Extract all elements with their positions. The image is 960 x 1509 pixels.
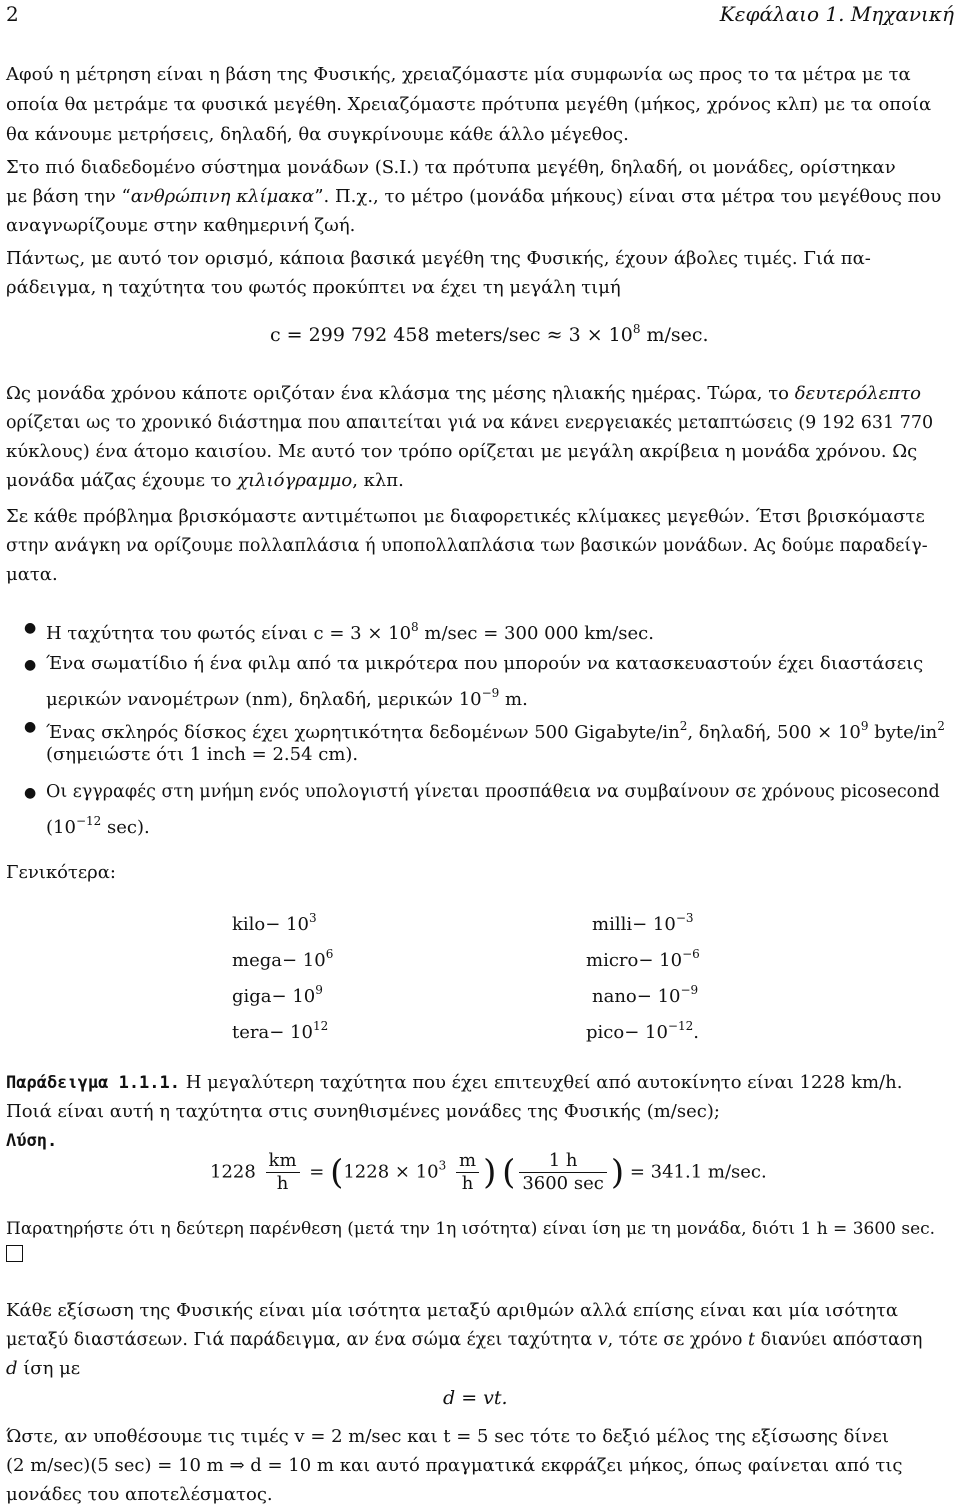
paragraph-line: Αφού η μέτρηση είναι η βάση της Φυσικής, χρειαζόμαστε μία συμφωνία ως προς το τα μέτρα με τα [6, 64, 911, 85]
note-line: Παρατηρήστε ότι η δεύτερη παρένθεση (μετά την 1η ισότητα) είναι ίση με τη μονάδα, διότι 1 h = 3600 sec. [6, 1219, 936, 1239]
general-label: Γενικότερα: [6, 862, 116, 883]
paragraph-line: ορίζεται ως το χρονικό διάστημα που απαιτείται γιά να κάνει ενεργειακές μεταπτώσεις (9 192 631 770 [6, 413, 934, 433]
prefix-row: giga− $10^9$ [232, 983, 323, 1007]
bullet-icon: ● [24, 719, 37, 735]
bullet-item-cont: μερικών νανομέτρων (nm), δηλαδή, μερικών $10^{-9}$ m. [46, 686, 528, 710]
bullet-item: Οι εγγραφές στη μνήμη ενός υπολογιστή γίνεται προσπάθεια να συμβαίνουν σε χρόνους picosecond [46, 782, 940, 802]
paragraph-line: Πάντως, με αυτό τον ορισμό, κάποια βασικά μεγέθη της Φυσικής, έχουν άβολες τιμές. Γιά πα- [6, 248, 871, 269]
equation-distance: d = vt. [443, 1387, 508, 1409]
paragraph-line: στην ανάγκη να ορίζουμε πολλαπλάσια ή υποπολλαπλάσια των βασικών μονάδων. Ας δούμε παραδείγ- [6, 536, 928, 556]
example-line: Παράδειγμα 1.1.1. Η μεγαλύτερη ταχύτητα που έχει επιτευχθεί από αυτοκίνητο είναι 1228 km/h. [6, 1072, 903, 1093]
paragraph-line: οποία θα μετράμε τα φυσικά μεγέθη. Χρειαζόμαστε πρότυπα μεγέθη (μήκος, χρόνος κλπ) με τα οποία [6, 94, 932, 115]
running-title: Κεφάλαιο 1. Μηχανική [719, 2, 954, 26]
prefix-row: mega− $10^6$ [232, 947, 334, 971]
paragraph-line: κύκλους) ένα άτομο καισίου. Με αυτό τον τρόπο ορίζεται με μεγάλη ακρίβεια η μονάδα χρόνου. Ως [6, 441, 918, 462]
paragraph-line: ματα. [6, 564, 58, 585]
paragraph-line: μεταξύ διαστάσεων. Γιά παράδειγμα, αν ένα σώμα έχει ταχύτητα v, τότε σε χρόνο t διανύει απόσταση [6, 1330, 923, 1350]
equation-speed-of-light: c = 299 792 458 meters/sec ≈ $3 \times 10^8$ m/sec. [270, 322, 709, 346]
example-line: Ποιά είναι αυτή η ταχύτητα στις συνηθισμένες μονάδες της Φυσικής (m/sec); [6, 1101, 720, 1122]
paragraph-line: Ώστε, αν υποθέσουμε τις τιμές v = 2 m/sec και t = 5 sec τότε το δεξιό μέλος της εξίσωσης δίνει [6, 1426, 889, 1447]
subprefix-row: milli− $10^{-3}$ [592, 911, 694, 935]
paragraph-line: αναγνωρίζουμε στην καθημερινή ζωή. [6, 215, 356, 236]
bullet-icon: ● [24, 620, 37, 636]
paragraph-line: θα κάνουμε μετρήσεις, δηλαδή, θα συγκρίνουμε κάθε άλλο μέγεθος. [6, 124, 629, 145]
paragraph-line: Στο πιό διαδεδομένο σύστημα μονάδων (S.I.) τα πρότυπα μεγέθη, δηλαδή, οι μονάδες, ορίστηκαν [6, 157, 896, 178]
qed-box-icon [6, 1245, 23, 1262]
paragraph-line: (2 m/sec)(5 sec) = 10 m ⇒ d = 10 m και αυτό πραγματικά εκφράζει μήκος, όπως φαίνεται από τις [6, 1455, 903, 1476]
bullet-item: Ένας σκληρός δίσκος έχει χωρητικότητα δεδομένων 500 Gigabyte/$in^2$, δηλαδή, $500 \times 10^9$ byte/$in^2$ [46, 719, 945, 743]
example-label: Παράδειγμα 1.1.1. [6, 1073, 180, 1093]
paragraph-line: Σε κάθε πρόβλημα βρισκόμαστε αντιμέτωποι με διαφορετικές κλίμακες μεγεθών. Έτσι βρισκόμαστε [6, 506, 925, 527]
paragraph-line: μονάδα μάζας έχουμε το χιλιόγραμμο, κλπ. [6, 470, 404, 491]
paragraph-line: ράδειγμα, η ταχύτητα του φωτός προκύπτει να έχει τη μεγάλη τιμή [6, 277, 621, 298]
subprefix-row: pico− $10^{-12}$. [586, 1019, 699, 1043]
page-number: 2 [6, 2, 19, 26]
subprefix-row: nano− $10^{-9}$ [592, 983, 699, 1007]
paragraph-line: Κάθε εξίσωση της Φυσικής είναι μία ισότητα μεταξύ αριθμών αλλά επίσης είναι και μία ισότητα [6, 1300, 899, 1321]
bullet-item-cont: (σημειώστε ότι 1 inch = 2.54 cm). [46, 744, 359, 765]
prefix-row: tera− $10^{12}$ [232, 1019, 329, 1043]
paragraph-line: μονάδες του αποτελέσματος. [6, 1484, 273, 1505]
paragraph-line: d ίση με [6, 1358, 81, 1379]
bullet-icon: ● [24, 657, 37, 673]
subprefix-row: micro− $10^{-6}$ [586, 947, 700, 971]
paragraph-line: Ως μονάδα χρόνου κάποτε οριζόταν ένα κλάσμα της μέσης ηλιακής ημέρας. Τώρα, το δευτερόλεπτο [6, 383, 921, 404]
prefix-row: kilo− $10^3$ [232, 911, 317, 935]
bullet-item-cont: ($10^{-12}$ sec). [46, 814, 150, 838]
bullet-icon: ● [24, 785, 37, 801]
paragraph-line: με βάση την “ανθρώπινη κλίμακα”. Π.χ., το μέτρο (μονάδα μήκους) είναι στα μέτρα του μεγέθους που [6, 186, 942, 207]
bullet-item: Η ταχύτητα του φωτός είναι $c = 3 \times 10^8$ m/sec = 300 000 km/sec. [46, 620, 654, 644]
bullet-item: Ένα σωματίδιο ή ένα φιλμ από τα μικρότερα που μπορούν να κατασκευαστούν έχει διαστάσεις [46, 653, 924, 674]
page-header [6, 2, 954, 26]
solution-label: Λύση. [6, 1131, 58, 1151]
solution-equation: 1228 $\frac{km}{h}$ = ($1228 \times 10^3$ $\frac{m}{h}$ ) ( $\frac{1 h}{3600 \sec}$ ) = 341.1 m/sec. [210, 1150, 767, 1194]
